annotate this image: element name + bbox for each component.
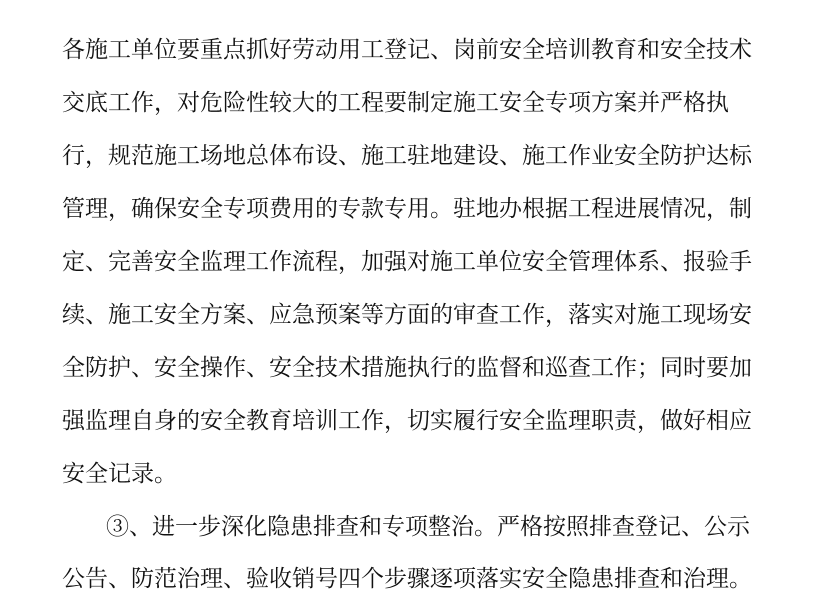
paragraph-line: 强监理自身的安全教育培训工作，切实履行安全监理职责，做好相应 <box>62 408 752 434</box>
paragraph-line: 行，规范施工场地总体布设、施工驻地建设、施工作业安全防护达标 <box>62 143 752 169</box>
paragraph-line: 安全记录。 <box>62 461 177 487</box>
paragraph-line: 全防护、安全操作、安全技术措施执行的监督和巡查工作；同时要加 <box>62 355 752 381</box>
paragraph-line: 管理，确保安全专项费用的专款专用。驻地办根据工程进展情况，制 <box>62 196 752 222</box>
paragraph-line: 公告、防范治理、验收销号四个步骤逐项落实安全隐患排查和治理。 <box>62 566 752 592</box>
paragraph-line: 各施工单位要重点抓好劳动用工登记、岗前安全培训教育和安全技术 <box>62 37 752 63</box>
paragraph-line: 定、完善安全监理工作流程，加强对施工单位安全管理体系、报验手 <box>62 249 752 275</box>
paragraph-line: 续、施工安全方案、应急预案等方面的审查工作，落实对施工现场安 <box>62 302 752 328</box>
paragraph-line: 交底工作，对危险性较大的工程要制定施工安全专项方案并严格执 <box>62 90 729 116</box>
paragraph-line: ③、进一步深化隐患排查和专项整治。严格按照排查登记、公示 <box>106 514 750 540</box>
